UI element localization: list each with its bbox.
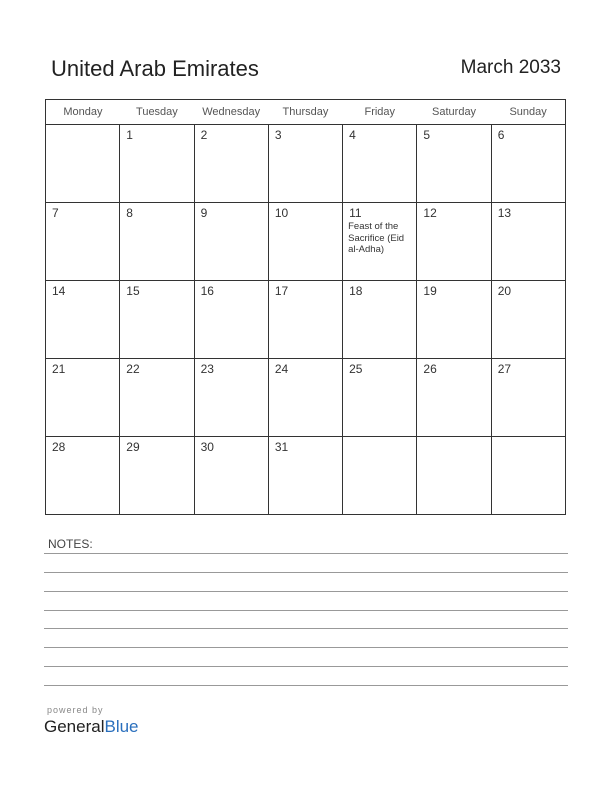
day-cell — [120, 359, 194, 437]
notes-line — [44, 610, 568, 611]
day-cell — [343, 125, 417, 203]
weekday-label: Wednesday — [194, 100, 268, 125]
day-cell — [46, 281, 120, 359]
week-row — [46, 203, 566, 281]
day-cell — [343, 281, 417, 359]
day-cell — [491, 125, 565, 203]
day-number: 26 — [423, 362, 437, 376]
notes-line — [44, 628, 568, 629]
day-number: 28 — [52, 440, 66, 454]
day-cell — [268, 281, 342, 359]
day-cell — [417, 437, 491, 515]
calendar-grid — [45, 99, 566, 515]
day-cell — [268, 437, 342, 515]
day-number: 9 — [200, 206, 208, 220]
weekday-label: Thursday — [268, 100, 342, 125]
day-number: 3 — [274, 128, 282, 142]
weekday-label: Saturday — [417, 100, 491, 125]
day-number: 8 — [126, 206, 133, 220]
day-cell — [46, 203, 120, 281]
day-cell — [343, 203, 417, 281]
day-cell — [491, 437, 565, 515]
day-number: 13 — [497, 206, 512, 220]
weekday-label: Tuesday — [120, 100, 194, 125]
day-cell — [120, 281, 194, 359]
day-number: 27 — [497, 362, 512, 376]
powered-by-text: powered by — [47, 705, 104, 715]
day-cell — [268, 125, 342, 203]
day-cell — [120, 203, 194, 281]
day-number: 25 — [349, 362, 363, 376]
logo-blue: Blue — [104, 717, 139, 736]
day-number: 1 — [126, 128, 133, 142]
day-cell — [194, 359, 268, 437]
day-number: 18 — [349, 284, 363, 298]
day-number — [343, 437, 416, 440]
day-number: 16 — [200, 284, 214, 298]
day-number: 5 — [423, 128, 431, 142]
day-number: 10 — [274, 206, 289, 220]
generalblue-logo — [44, 717, 139, 737]
weekday-label: Friday — [343, 100, 417, 125]
day-cell — [417, 125, 491, 203]
day-cell — [268, 359, 342, 437]
day-cell — [491, 203, 565, 281]
weekday-label: Monday — [46, 100, 120, 125]
day-cell — [194, 125, 268, 203]
notes-line — [44, 647, 568, 648]
day-number: 11 — [349, 206, 362, 220]
day-number — [46, 125, 119, 128]
weekday-label: Sunday — [491, 100, 565, 125]
logo-general: General — [44, 717, 105, 736]
day-cell — [268, 203, 342, 281]
day-number: 7 — [52, 206, 59, 220]
day-cell — [194, 281, 268, 359]
day-number: 20 — [497, 284, 512, 298]
week-row — [46, 437, 566, 515]
day-number: 2 — [200, 128, 208, 142]
day-number: 14 — [52, 284, 66, 298]
day-cell — [417, 203, 491, 281]
day-number: 17 — [274, 284, 289, 298]
day-number: 6 — [497, 128, 505, 142]
notes-line — [44, 591, 568, 592]
day-cell — [343, 437, 417, 515]
day-cell — [194, 203, 268, 281]
day-number: 4 — [349, 128, 356, 142]
country-title: United Arab Emirates — [51, 56, 259, 81]
day-number: 29 — [126, 440, 140, 454]
day-number: 21 — [52, 362, 66, 376]
notes-label: NOTES: — [48, 537, 93, 551]
month-title: March 2033 — [460, 57, 561, 78]
day-number: 22 — [126, 362, 140, 376]
day-cell — [46, 125, 120, 203]
day-cell — [120, 437, 194, 515]
day-number — [417, 437, 490, 440]
day-cell — [194, 437, 268, 515]
day-number: 23 — [200, 362, 214, 376]
day-cell — [417, 281, 491, 359]
holiday-event: Feast of the Sacrifice (Eid al-Adha) — [348, 221, 405, 255]
notes-line — [44, 666, 568, 667]
day-number: 15 — [126, 284, 140, 298]
day-cell — [46, 359, 120, 437]
day-number: 12 — [423, 206, 437, 220]
notes-line — [44, 685, 568, 686]
notes-line — [44, 572, 568, 573]
notes-line — [44, 553, 568, 554]
week-row — [46, 125, 566, 203]
day-number: 31 — [274, 440, 289, 454]
day-cell — [343, 359, 417, 437]
day-number: 24 — [274, 362, 289, 376]
day-cell — [491, 281, 565, 359]
day-cell — [417, 359, 491, 437]
weekday-header-row — [46, 100, 566, 125]
day-cell — [46, 437, 120, 515]
day-cell — [120, 125, 194, 203]
day-number: 30 — [200, 440, 214, 454]
day-cell — [491, 359, 565, 437]
week-row — [46, 359, 566, 437]
day-number: 19 — [423, 284, 437, 298]
day-number — [492, 437, 565, 440]
week-row — [46, 281, 566, 359]
